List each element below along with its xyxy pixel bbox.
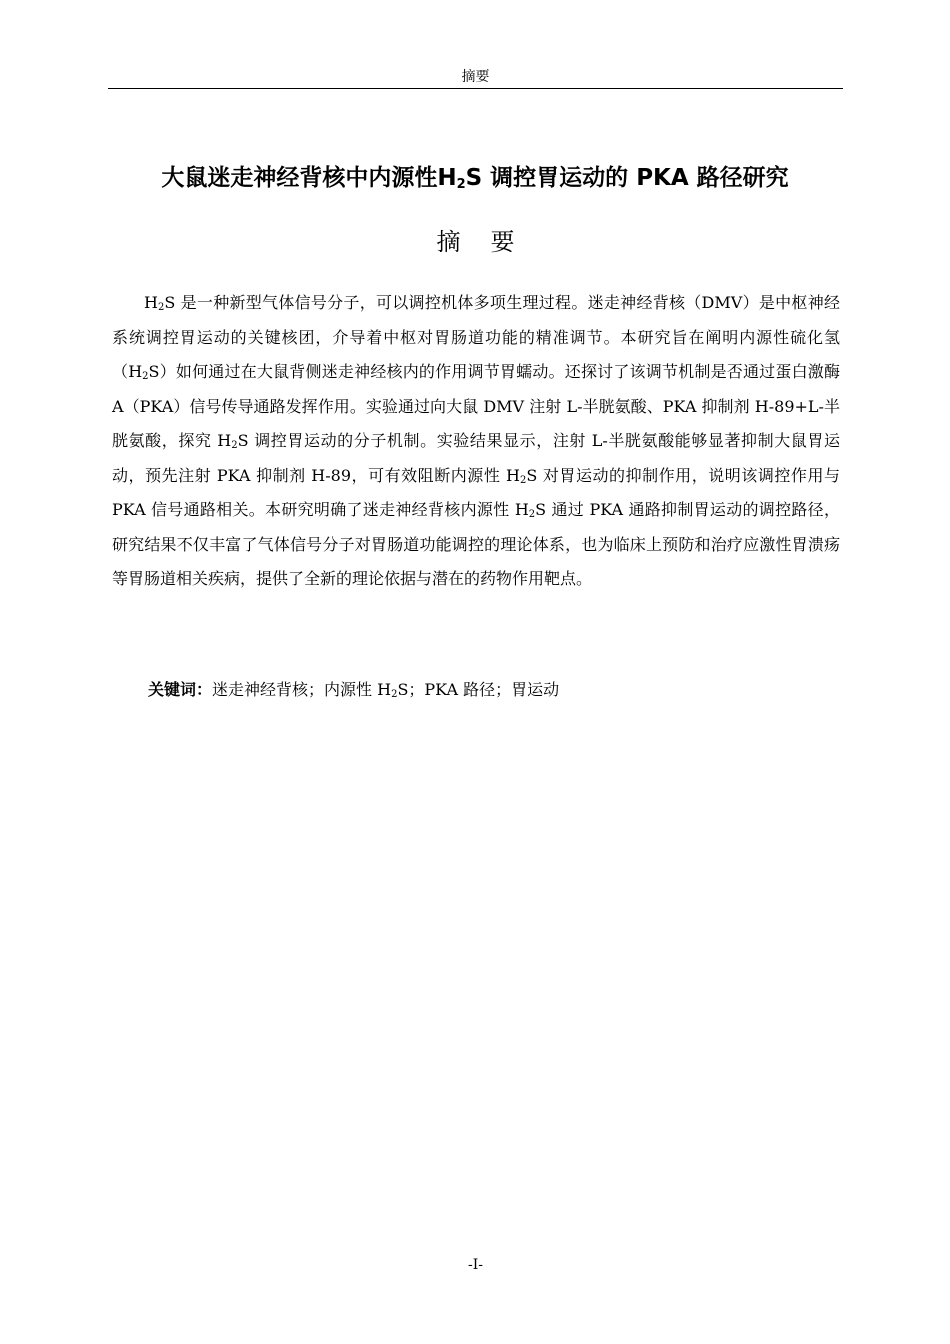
keywords-text: S；PKA 路径；胃运动 (397, 680, 560, 699)
abstract-text: S）如何通过在大鼠背侧迷走神经核内的作用调节胃蠕动。还探讨了该调节机制是否通过蛋白激酶 A（PKA）信号传导通路发挥作用。实验通过向大鼠 DMV 注射 L-半胱氨酸、PKA 抑制剂 H-89+L-半胱氨酸，探究 H (112, 362, 840, 450)
header-rule (108, 88, 843, 89)
subscript: 2 (528, 509, 536, 520)
title-subscript: 2 (456, 177, 466, 192)
abstract-text: S 是一种新型气体信号分子，可以调控机体多项生理过程。迷走神经背核（DMV）是中枢神经系统调控胃运动的关键核团，介导着中枢对胃肠道功能的精准调节。本研究旨在阐明内源性硫化氢（H (112, 293, 840, 381)
abstract-text: S 通过 PKA 通路抑制胃运动的调控路径，研究结果不仅丰富了气体信号分子对胃肠道功能调控的理论体系，也为临床上预防和治疗应激性胃溃疡等胃肠道相关疾病，提供了全新的理论依据与潜在的药物作用靶点。 (112, 500, 840, 588)
keywords-text: 迷走神经背核；内源性 H (212, 680, 392, 699)
page-number: -I- (468, 1257, 483, 1273)
subscript: 2 (157, 302, 165, 313)
keywords-line (148, 673, 838, 707)
abstract-heading-char-2: 要 (490, 228, 515, 256)
abstract-text: S 调控胃运动的分子机制。实验结果显示，注射 L-半胱氨酸能够显著抑制大鼠胃运动，预先注射 PKA 抑制剂 H-89，可有效阻断内源性 H (112, 431, 840, 485)
subscript: 2 (231, 440, 238, 451)
keywords-label: 关键词： (148, 680, 213, 699)
abstract-text: S 对胃运动的抑制作用，说明该调控作用与 PKA 信号通路相关。本研究明确了迷走神经背核内源性 H (112, 465, 840, 519)
abstract-paragraph (112, 286, 840, 597)
abstract-heading (108, 223, 843, 261)
running-header: 摘要 (461, 69, 490, 85)
document-title (60, 160, 890, 196)
subscript: 2 (142, 371, 149, 382)
title-part-1: 大鼠迷走神经背核中内源性H (161, 165, 457, 191)
subscript: 2 (391, 689, 398, 700)
subscript: 2 (519, 474, 527, 486)
abstract-heading-char-1: 摘 (436, 228, 461, 256)
abstract-text: H (144, 293, 158, 312)
title-part-2: S 调控胃运动的 PKA 路径研究 (465, 165, 789, 191)
